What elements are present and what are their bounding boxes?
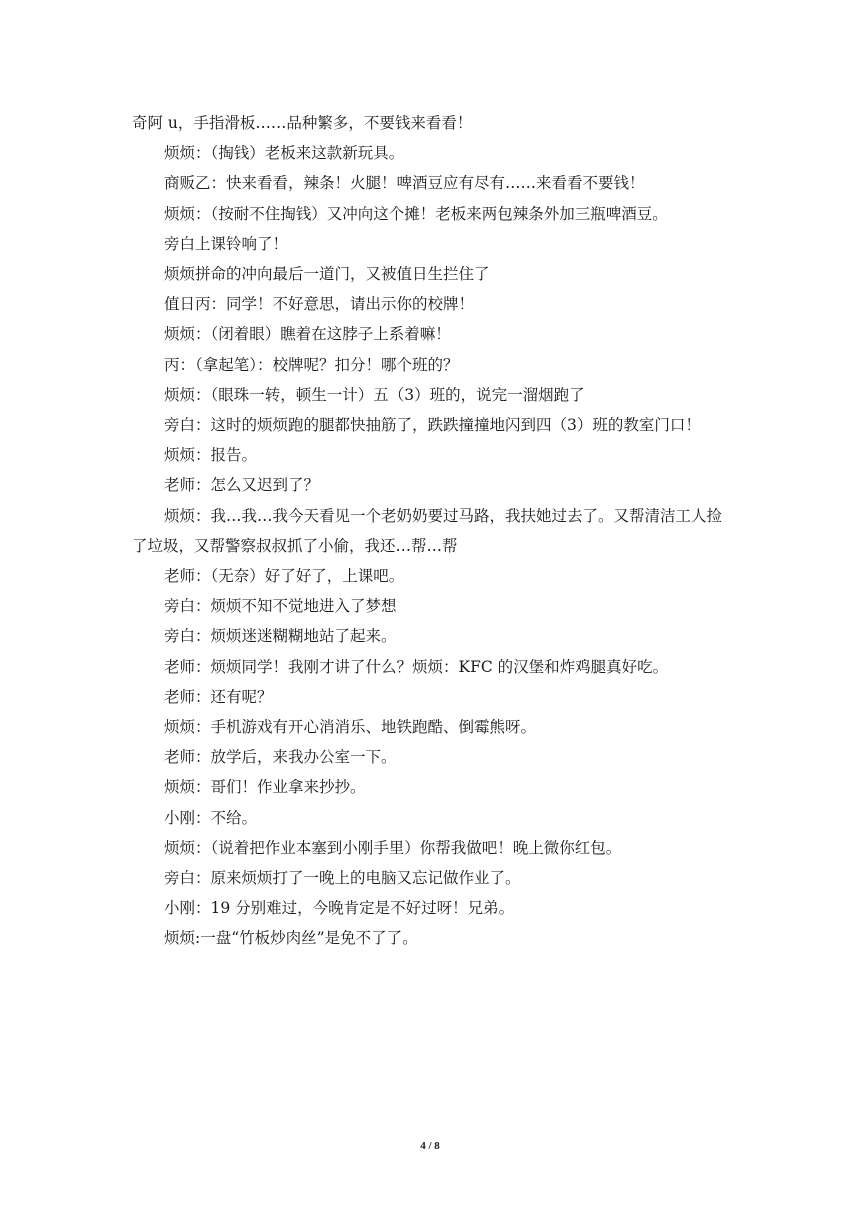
paragraph: 烦烦：（说着把作业本塞到小刚手里）你帮我做吧！晚上微你红包。 [164, 838, 622, 857]
paragraph: 烦烦：（按耐不住掏钱）又冲向这个摊！老板来两包辣条外加三瓶啤酒豆。 [164, 204, 668, 223]
paragraph: 旁白：烦烦迷迷糊糊地站了起来。 [164, 627, 397, 646]
paragraph: 小刚：不给。 [164, 808, 258, 827]
paragraph: 老师：怎么又迟到了？ [164, 476, 320, 495]
paragraph: 小刚：19 分别难过，今晚肯定是不好过呀！兄弟。 [164, 899, 515, 918]
paragraph: 旁白：原来烦烦打了一晚上的电脑又忘记做作业了。 [164, 869, 521, 888]
document-body [132, 108, 732, 954]
paragraph: 烦烦：报告。 [164, 446, 258, 465]
paragraph: 烦烦：哥们！作业拿来抄抄。 [164, 778, 366, 797]
page-number: 4 / 8 [420, 1140, 440, 1152]
paragraph: 烦烦：（闭着眼）瞧着在这脖子上系着嘛！ [164, 325, 451, 344]
paragraph: 旁白：烦烦不知不觉地进入了梦想 [164, 597, 397, 616]
paragraph: 烦烦拼命的冲向最后一道门，又被值日生拦住了 [164, 265, 490, 284]
paragraph: 值日丙：同学！不好意思，请出示你的校牌！ [164, 295, 475, 314]
paragraph: 烦烦：我…我…我今天看见一个老奶奶要过马路，我扶她过去了。又帮清洁工人捡了垃圾，又帮警察叔叔抓了小偷，我还…帮…帮 [132, 506, 723, 555]
paragraph: 商贩乙：快来看看，辣条！火腿！啤酒豆应有尽有……来看看不要钱！ [164, 174, 645, 193]
paragraph: 烦烦：（眼珠一转，顿生一计）五（3）班的，说完一溜烟跑了 [164, 385, 585, 404]
paragraph: 老师：烦烦同学！我刚才讲了什么？烦烦：KFC 的汉堡和炸鸡腿真好吃。 [164, 657, 669, 676]
paragraph: 奇阿 u，手指滑板……品种繁多，不要钱来看看！ [132, 114, 473, 132]
paragraph: 烦烦：（掏钱）老板来这款新玩具。 [164, 144, 405, 163]
paragraph: 老师：放学后，来我办公室一下。 [164, 748, 397, 767]
paragraph: 老师：还有呢？ [164, 687, 273, 706]
paragraph: 烦烦:一盘“竹板炒肉丝”是免不了了。 [164, 929, 418, 948]
paragraph: 旁白：这时的烦烦跑的腿都快抽筋了，跌跌撞撞地闪到四（3）班的教室门口！ [164, 416, 701, 435]
paragraph: 丙：（拿起笔）：校牌呢？扣分！哪个班的？ [164, 355, 459, 374]
paragraph: 老师：（无奈）好了好了，上课吧。 [164, 567, 405, 586]
paragraph: 烦烦：手机游戏有开心消消乐、地铁跑酷、倒霉熊呀。 [164, 718, 537, 737]
paragraph: 旁白上课铃响了！ [164, 234, 289, 253]
